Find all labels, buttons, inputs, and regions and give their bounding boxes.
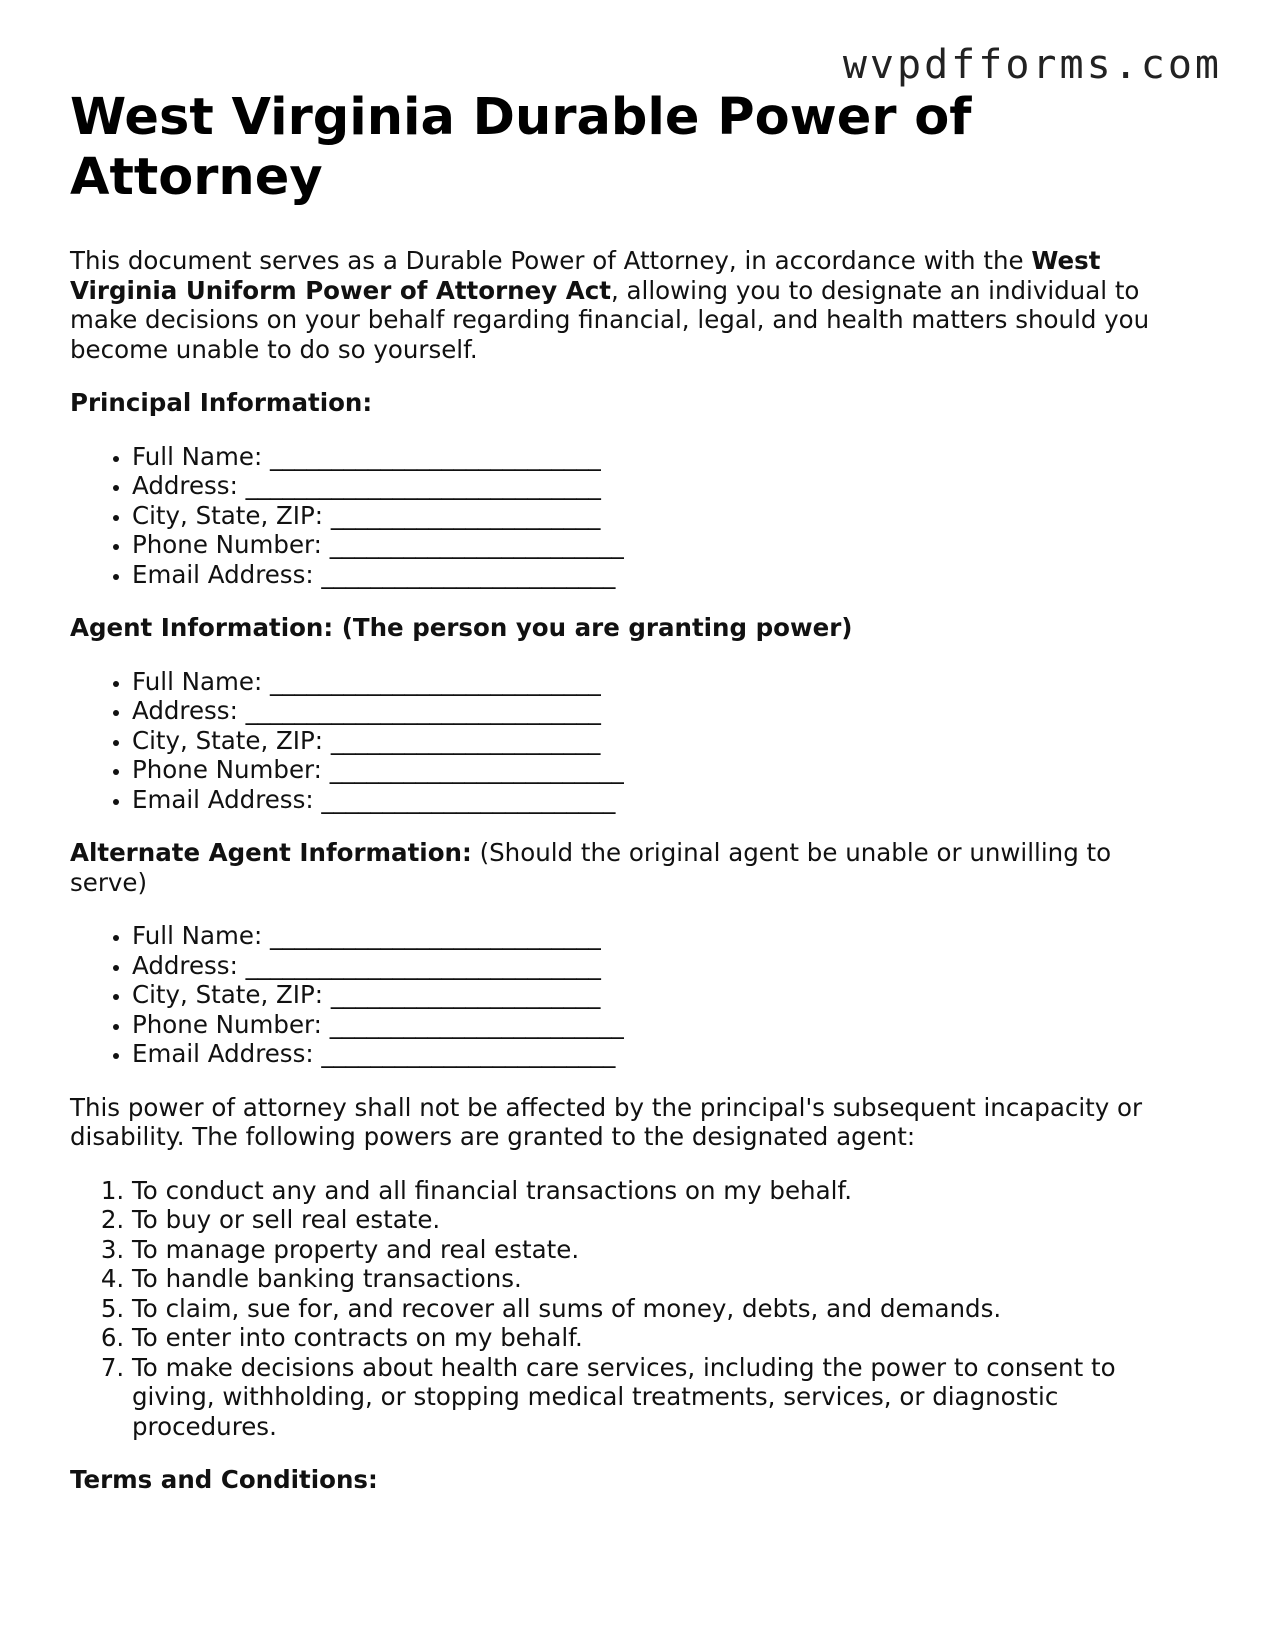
- principal-phone-field: • Phone Number: ________________________: [132, 530, 1190, 560]
- power-item: 7. To make decisions about health care services, including the power to consent to giving, withholding, or stopping medical treatments, services, or diagnostic procedures.: [132, 1353, 1190, 1442]
- power-item: 4. To handle banking transactions.: [132, 1264, 1190, 1294]
- agent-full-name-field: • Full Name: ___________________________: [132, 667, 1190, 697]
- document-page: [70, 88, 1190, 1519]
- alternate-agent-note: (Should the original agent be unable or unwilling to serve): [70, 838, 1112, 897]
- principal-heading: Principal Information:: [70, 388, 373, 417]
- intro-paragraph: [70, 246, 1190, 364]
- principal-address-field: • Address: _____________________________: [132, 471, 1190, 501]
- agent-email-field: • Email Address: ________________________: [132, 785, 1190, 815]
- alternate-agent-email-field: • Email Address: ________________________: [132, 1039, 1190, 1069]
- principal-city-state-zip-field: • City, State, ZIP: ______________________: [132, 501, 1190, 531]
- alternate-agent-full-name-field: • Full Name: ___________________________: [132, 921, 1190, 951]
- principal-full-name-field: • Full Name: ___________________________: [132, 442, 1190, 472]
- power-item: 6. To enter into contracts on my behalf.: [132, 1323, 1190, 1353]
- power-item: 5. To claim, sue for, and recover all sums of money, debts, and demands.: [132, 1294, 1190, 1324]
- document-title: West Virginia Durable Power of Attorney: [70, 88, 972, 207]
- agent-city-state-zip-field: • City, State, ZIP: ______________________: [132, 726, 1190, 756]
- agent-heading: Agent Information: (The person you are granting power): [70, 613, 853, 642]
- alternate-agent-heading: Alternate Agent Information:: [70, 838, 472, 867]
- agent-fields-list: [70, 667, 1190, 815]
- agent-address-field: • Address: _____________________________: [132, 696, 1190, 726]
- principal-fields-list: [70, 442, 1190, 590]
- intro-text-after: , allowing you to designate an individual to make decisions on your behalf regarding financial, legal, and health matters should you become unable to do so yourself.: [70, 275, 1150, 364]
- powers-intro: This power of attorney shall not be affected by the principal's subsequent incapacity or disability. The following powers are granted to the designated agent:: [70, 1092, 1143, 1151]
- terms-heading: Terms and Conditions:: [70, 1465, 378, 1494]
- alternate-agent-fields-list: [70, 921, 1190, 1069]
- alternate-agent-city-state-zip-field: • City, State, ZIP: ______________________: [132, 980, 1190, 1010]
- powers-list: [70, 1176, 1190, 1442]
- alternate-agent-address-field: • Address: _____________________________: [132, 951, 1190, 981]
- power-item: 2. To buy or sell real estate.: [132, 1205, 1190, 1235]
- power-item: 1. To conduct any and all financial transactions on my behalf.: [132, 1176, 1190, 1206]
- principal-email-field: • Email Address: ________________________: [132, 560, 1190, 590]
- agent-phone-field: • Phone Number: ________________________: [132, 755, 1190, 785]
- power-item: 3. To manage property and real estate.: [132, 1235, 1190, 1265]
- act-name: West Virginia Uniform Power of Attorney Act: [70, 246, 1101, 305]
- intro-text-before: This document serves as a Durable Power of Attorney, in accordance with the: [70, 246, 1032, 275]
- site-watermark: wvpdfforms.com: [842, 42, 1222, 88]
- alternate-agent-heading-paragraph: [70, 838, 1190, 897]
- alternate-agent-phone-field: • Phone Number: ________________________: [132, 1010, 1190, 1040]
